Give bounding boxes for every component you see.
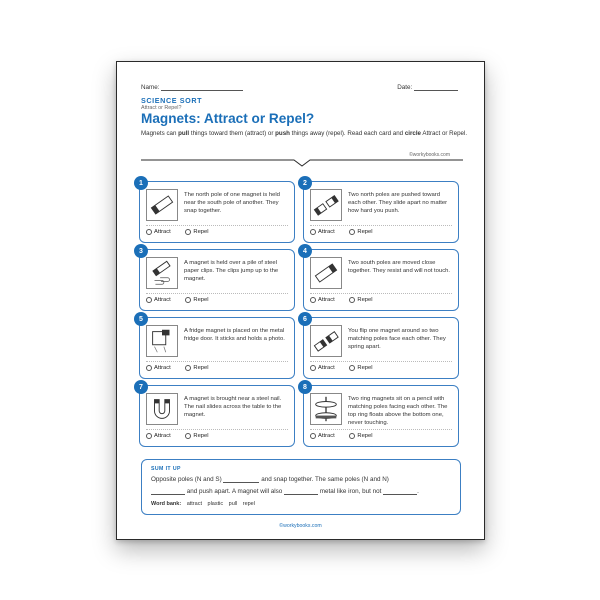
attract-option[interactable]: Attract [146, 297, 171, 303]
attract-option[interactable]: Attract [146, 365, 171, 371]
instructions: Magnets can pull things toward them (attract) or push things away (repel). Read each card and circle Attract or Repel. [141, 130, 468, 137]
footer-credit: ©workybooks.com [279, 523, 322, 529]
repel-option[interactable]: Repel [185, 365, 208, 371]
card-7 [139, 385, 295, 447]
card-text: You flip one magnet around so two matching poles face each other. They spring apart. [348, 328, 446, 350]
repel-option[interactable]: Repel [185, 297, 208, 303]
radio-circle-icon [349, 365, 355, 371]
card-text: Two north poles are pushed toward each other. They slide apart no matter how hard you push. [348, 192, 448, 214]
answer-options [310, 297, 452, 305]
repel-option[interactable]: Repel [349, 433, 372, 439]
attract-option[interactable]: Attract [310, 433, 335, 439]
bar-magnet-icon [146, 189, 178, 221]
radio-circle-icon [185, 433, 191, 439]
horseshoe-magnet-icon [146, 393, 178, 425]
repel-option[interactable]: Repel [349, 229, 372, 235]
radio-circle-icon [146, 433, 152, 439]
attract-option[interactable]: Attract [310, 365, 335, 371]
card-number-badge: 5 [134, 312, 148, 326]
card-number-badge: 2 [298, 176, 312, 190]
answer-options [146, 433, 288, 441]
card-number-badge: 3 [134, 244, 148, 258]
word-bank-word: plastic [207, 501, 224, 507]
ring-magnets-pencil-icon [310, 393, 342, 425]
answer-blank[interactable] [151, 489, 185, 495]
card-text: A magnet is held over a pile of steel paper clips. The clips jump up to the magnet. [184, 260, 279, 282]
two-bar-magnets-icon [310, 189, 342, 221]
word-bank-word: repel [242, 501, 255, 507]
repel-option[interactable]: Repel [349, 297, 372, 303]
radio-circle-icon [146, 365, 152, 371]
name-label: Name: [141, 84, 160, 91]
date-blank[interactable] [414, 85, 458, 91]
radio-circle-icon [349, 229, 355, 235]
repel-option[interactable]: Repel [185, 433, 208, 439]
card-4 [303, 249, 459, 311]
section-divider [141, 158, 463, 168]
magnet-paper-clips-icon [146, 257, 178, 289]
word-bank-word: pull [228, 501, 238, 507]
radio-circle-icon [310, 365, 316, 371]
worksheet-page [116, 61, 485, 540]
radio-circle-icon [349, 297, 355, 303]
card-6 [303, 317, 459, 379]
page-title: Magnets: Attract or Repel? [141, 111, 315, 126]
answer-options [310, 365, 452, 373]
fill-in-sentence-2: and push apart. A magnet will also metal like iron, but not . [151, 488, 419, 495]
eyebrow-label: SCIENCE SORT [141, 96, 203, 105]
card-text: Two south poles are moved close together. They resist and will not touch. [348, 260, 451, 274]
answer-blank[interactable] [383, 489, 417, 495]
bar-magnet-icon [310, 257, 342, 289]
card-5 [139, 317, 295, 379]
radio-circle-icon [349, 433, 355, 439]
attract-option[interactable]: Attract [310, 229, 335, 235]
repel-option[interactable]: Repel [185, 229, 208, 235]
attract-option[interactable]: Attract [146, 433, 171, 439]
radio-circle-icon [310, 433, 316, 439]
radio-circle-icon [310, 229, 316, 235]
attract-option[interactable]: Attract [310, 297, 335, 303]
card-1 [139, 181, 295, 243]
radio-circle-icon [146, 229, 152, 235]
answer-blank[interactable] [284, 489, 318, 495]
date-label: Date: [397, 84, 413, 91]
name-date-row [141, 84, 458, 91]
two-bar-magnets-icon [310, 325, 342, 357]
card-number-badge: 4 [298, 244, 312, 258]
fill-in-sentence-1: Opposite poles (N and S) and snap together. The same poles (N and N) [151, 476, 389, 483]
sum-it-up-box [141, 459, 461, 515]
radio-circle-icon [185, 365, 191, 371]
radio-circle-icon [185, 297, 191, 303]
answer-blank[interactable] [223, 477, 259, 483]
answer-options [146, 365, 288, 373]
radio-circle-icon [146, 297, 152, 303]
card-text: A magnet is brought near a steel nail. The nail slides across the table to the magnet. [184, 396, 282, 418]
card-number-badge: 8 [298, 380, 312, 394]
credit-text: ©workybooks.com [409, 152, 450, 158]
date-field [397, 84, 458, 91]
card-number-badge: 7 [134, 380, 148, 394]
card-text: Two ring magnets sit on a pencil with matching poles facing each other. The top ring floats above the bottom one, never touching. [348, 396, 448, 426]
card-text: The north pole of one magnet is held near the south pole of another. They snap together. [184, 192, 280, 214]
name-blank[interactable] [161, 85, 243, 91]
card-3 [139, 249, 295, 311]
card-8 [303, 385, 459, 447]
card-number-badge: 1 [134, 176, 148, 190]
card-number-badge: 6 [298, 312, 312, 326]
radio-circle-icon [310, 297, 316, 303]
sum-it-up-heading: SUM IT UP [151, 466, 181, 472]
word-bank: Word bank: attract plastic pull repel [151, 501, 255, 507]
fridge-magnet-icon [146, 325, 178, 357]
answer-options [146, 297, 288, 305]
answer-options [310, 229, 452, 237]
attract-option[interactable]: Attract [146, 229, 171, 235]
subtitle: Attract or Repel? [141, 105, 182, 111]
card-text: A fridge magnet is placed on the metal fridge door. It sticks and holds a photo. [184, 328, 285, 342]
answer-options [146, 229, 288, 237]
word-bank-word: attract [186, 501, 202, 507]
radio-circle-icon [185, 229, 191, 235]
repel-option[interactable]: Repel [349, 365, 372, 371]
answer-options [310, 433, 452, 441]
card-2 [303, 181, 459, 243]
